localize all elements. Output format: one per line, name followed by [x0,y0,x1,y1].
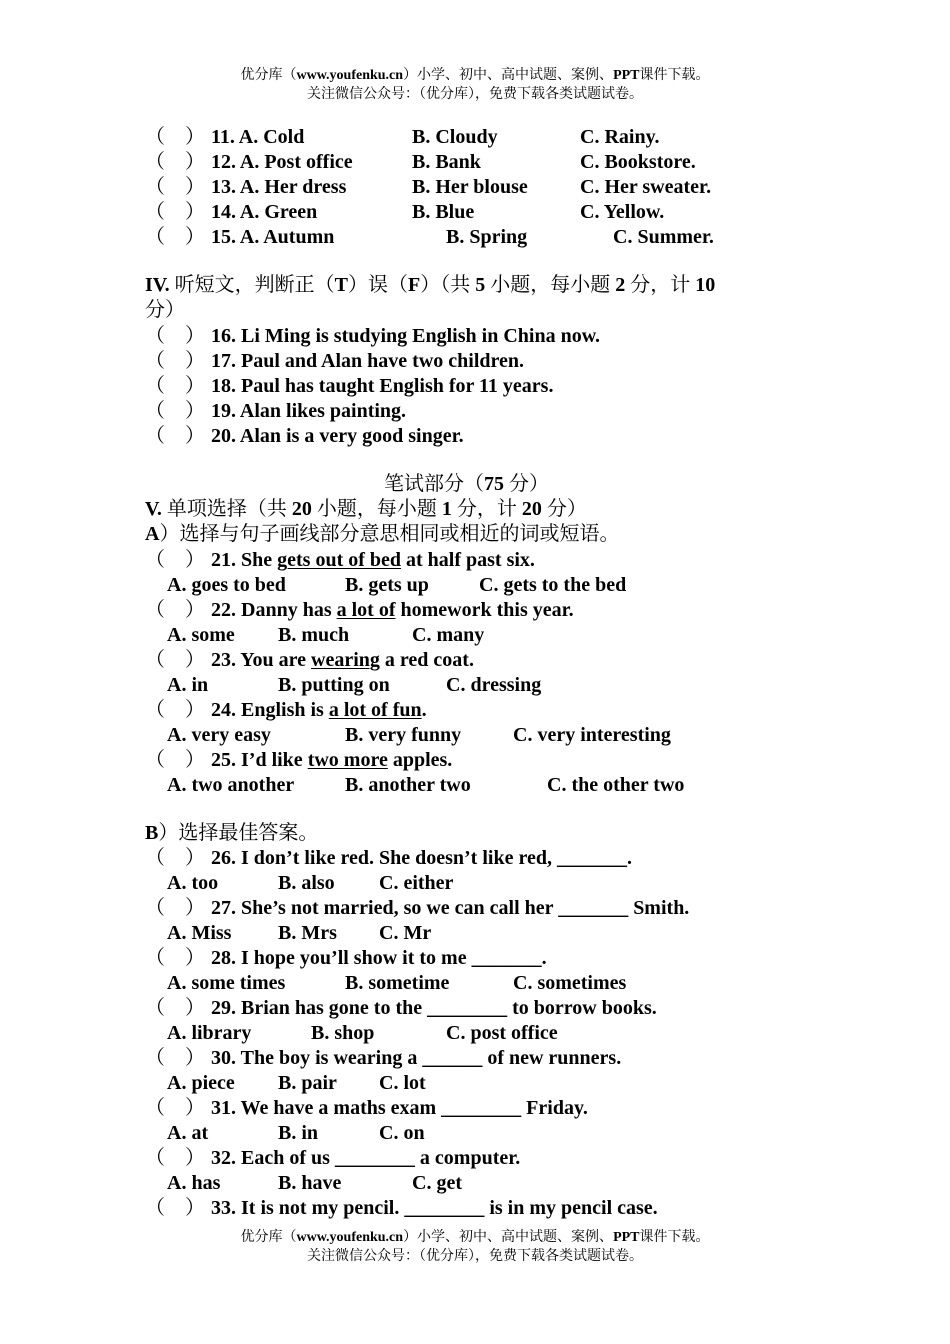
answer-blank[interactable]: （ ） [145,649,205,671]
option-c[interactable]: C. lot [379,1072,426,1094]
footer-text: 课件下载。 [639,1230,710,1245]
question-text: 11. A. Cold [211,126,305,148]
question-text: 25. I’d like [211,749,308,771]
answer-blank[interactable]: （ ） [145,549,205,571]
footer-site-link[interactable]: www.youfenku.cn [296,1230,404,1245]
question-row [145,846,632,871]
question-row [145,1046,621,1071]
option-b[interactable]: B. much [278,624,350,646]
part4-title: IV. 听短文，判断正（T）误（F）（共 5 小题，每小题 2 分，计 10 [145,274,716,296]
answer-blank[interactable]: （ ） [145,599,205,621]
answer-blank[interactable]: （ ） [145,226,205,248]
option-c[interactable]: C. Rainy. [580,126,660,148]
option-c[interactable]: C. post office [446,1022,558,1044]
question-row [145,225,334,250]
option-a[interactable]: A. some times [167,972,286,994]
question-text: 12. A. Post office [211,151,353,173]
option-b[interactable]: B. Bank [412,151,481,173]
question-text: 14. A. Green [211,201,318,223]
question-row [145,996,657,1021]
question-text: 23. You are [211,649,311,671]
question-row [145,548,535,573]
answer-blank[interactable]: （ ） [145,126,205,148]
question-text: 28. I hope you’ll show it to me _______. [211,947,547,969]
option-b[interactable]: B. Mrs [278,922,337,944]
option-c[interactable]: C. Her sweater. [580,176,712,198]
judgement-item [145,324,600,349]
question-text: 29. Brian has gone to the ________ to borrow books. [211,997,657,1019]
answer-blank[interactable]: （ ） [145,176,205,198]
answer-blank[interactable]: （ ） [145,699,205,721]
header-text: ）小学、初中、高中试题、案例、 [403,68,614,83]
option-a[interactable]: A. some [167,624,235,646]
answer-blank[interactable]: （ ） [145,897,205,919]
statement-text: 16. Li Ming is studying English in China now. [211,325,601,347]
option-c[interactable]: C. many [412,624,485,646]
header-line-1 [0,67,950,85]
question-row [145,748,452,773]
part4-title-cont: 分） [145,299,185,321]
answer-blank[interactable]: （ ） [145,1147,205,1169]
footer-line-2: 关注微信公众号：（优分库），免费下载各类试题试卷。 [307,1249,643,1264]
underlined-phrase: gets out of bed [277,549,402,571]
answer-blank[interactable]: （ ） [145,151,205,173]
option-b[interactable]: B. gets up [345,574,429,596]
option-b[interactable]: B. very funny [345,724,462,746]
option-c[interactable]: C. Bookstore. [580,151,696,173]
answer-blank[interactable]: （ ） [145,1097,205,1119]
statement-text: 20. Alan is a very good singer. [211,425,464,447]
question-text: 26. I don’t like red. She doesn’t like red, _______. [211,847,632,869]
answer-blank[interactable]: （ ） [145,749,205,771]
option-b[interactable]: B. putting on [278,674,390,696]
option-c[interactable]: C. on [379,1122,425,1144]
footer-text: ）小学、初中、高中试题、案例、 [403,1230,614,1245]
option-b[interactable]: B. pair [278,1072,337,1094]
judgement-item [145,349,524,374]
footer-text: PPT [613,1230,640,1245]
section-a-title: A）选择与句子画线部分意思相同或相近的词或短语。 [145,523,620,545]
option-c[interactable]: C. dressing [446,674,542,696]
option-a[interactable]: A. library [167,1022,252,1044]
answer-blank[interactable]: （ ） [145,1197,205,1219]
answer-blank[interactable]: （ ） [145,1047,205,1069]
option-c[interactable]: C. Summer. [613,226,714,248]
option-b[interactable]: B. Blue [412,201,475,223]
answer-blank[interactable]: （ ） [145,425,205,447]
option-a[interactable]: A. two another [167,774,295,796]
answer-blank[interactable]: （ ） [145,201,205,223]
judgement-item [145,424,464,449]
answer-blank[interactable]: （ ） [145,350,205,372]
option-b[interactable]: B. also [278,872,335,894]
option-c[interactable]: C. gets to the bed [479,574,627,596]
footer-text: 优分库（ [240,1230,297,1245]
option-a[interactable]: A. at [167,1122,209,1144]
option-a[interactable]: A. Miss [167,922,232,944]
option-c[interactable]: C. get [412,1172,462,1194]
option-a[interactable]: A. has [167,1172,221,1194]
option-b[interactable]: B. another two [345,774,471,796]
question-text: 31. We have a maths exam ________ Friday. [211,1097,588,1119]
option-c[interactable]: C. Yellow. [580,201,665,223]
question-text: apples. [387,749,453,771]
question-row [145,1196,658,1221]
option-a[interactable]: A. goes to bed [167,574,286,596]
option-b[interactable]: B. shop [311,1022,375,1044]
answer-blank[interactable]: （ ） [145,325,205,347]
underlined-phrase: two more [307,749,388,771]
header-text: PPT [613,68,640,83]
option-c[interactable]: C. sometimes [513,972,627,994]
option-c[interactable]: C. the other two [547,774,685,796]
option-c[interactable]: C. very interesting [513,724,671,746]
header-site-link[interactable]: www.youfenku.cn [296,68,404,83]
question-row [145,896,689,921]
question-row [145,598,574,623]
question-row [145,1146,520,1171]
header-text: 优分库（ [240,68,297,83]
question-row [145,648,474,673]
judgement-item [145,399,406,424]
answer-blank[interactable]: （ ） [145,375,205,397]
answer-blank[interactable]: （ ） [145,400,205,422]
header-line-2: 关注微信公众号：（优分库），免费下载各类试题试卷。 [307,87,643,102]
option-b[interactable]: B. Cloudy [412,126,498,148]
question-text: homework this year. [395,599,574,621]
question-text: at half past six. [401,549,535,571]
statement-text: 17. Paul and Alan have two children. [211,350,525,372]
question-row [145,175,346,200]
question-text: 32. Each of us ________ a computer. [211,1147,521,1169]
question-row [145,125,304,150]
option-b[interactable]: B. in [278,1122,319,1144]
answer-blank[interactable]: （ ） [145,847,205,869]
option-b[interactable]: B. sometime [345,972,450,994]
question-text: 21. She [211,549,278,571]
question-text: a red coat. [379,649,474,671]
question-text: 24. English is [211,699,329,721]
option-b[interactable]: B. Her blouse [412,176,528,198]
option-c[interactable]: C. either [379,872,454,894]
question-text: 27. She’s not married, so we can call her _______ Smith. [211,897,690,919]
option-b[interactable]: B. have [278,1172,342,1194]
question-row [145,1096,588,1121]
written-section-title: 笔试部分（75 分） [384,473,549,495]
option-a[interactable]: A. piece [167,1072,235,1094]
statement-text: 19. Alan likes painting. [211,400,407,422]
judgement-item [145,374,553,399]
question-text: 33. It is not my pencil. ________ is in my pencil case. [211,1197,658,1219]
answer-blank[interactable]: （ ） [145,947,205,969]
underlined-phrase: a lot of [336,599,396,621]
option-a[interactable]: A. very easy [167,724,271,746]
question-row [145,946,547,971]
answer-blank[interactable]: （ ） [145,997,205,1019]
section-b-title: B）选择最佳答案。 [145,822,319,844]
underlined-phrase: wearing [311,649,380,671]
question-text: . [421,699,427,721]
option-a[interactable]: A. in [167,674,209,696]
underlined-phrase: a lot of fun [328,699,422,721]
question-row [145,200,317,225]
question-text: 13. A. Her dress [211,176,347,198]
option-a[interactable]: A. too [167,872,219,894]
option-b[interactable]: B. Spring [446,226,528,248]
question-row [145,698,427,723]
question-text: 22. Danny has [211,599,337,621]
part5-title: V. 单项选择（共 20 小题，每小题 1 分，计 20 分） [145,498,587,520]
statement-text: 18. Paul has taught English for 11 years. [211,375,554,397]
header-text: 课件下载。 [639,68,710,83]
question-row [145,150,353,175]
question-text: 30. The boy is wearing a ______ of new runners. [211,1047,622,1069]
footer-line-1 [0,1229,950,1247]
option-c[interactable]: C. Mr [379,922,432,944]
question-text: 15. A. Autumn [211,226,335,248]
